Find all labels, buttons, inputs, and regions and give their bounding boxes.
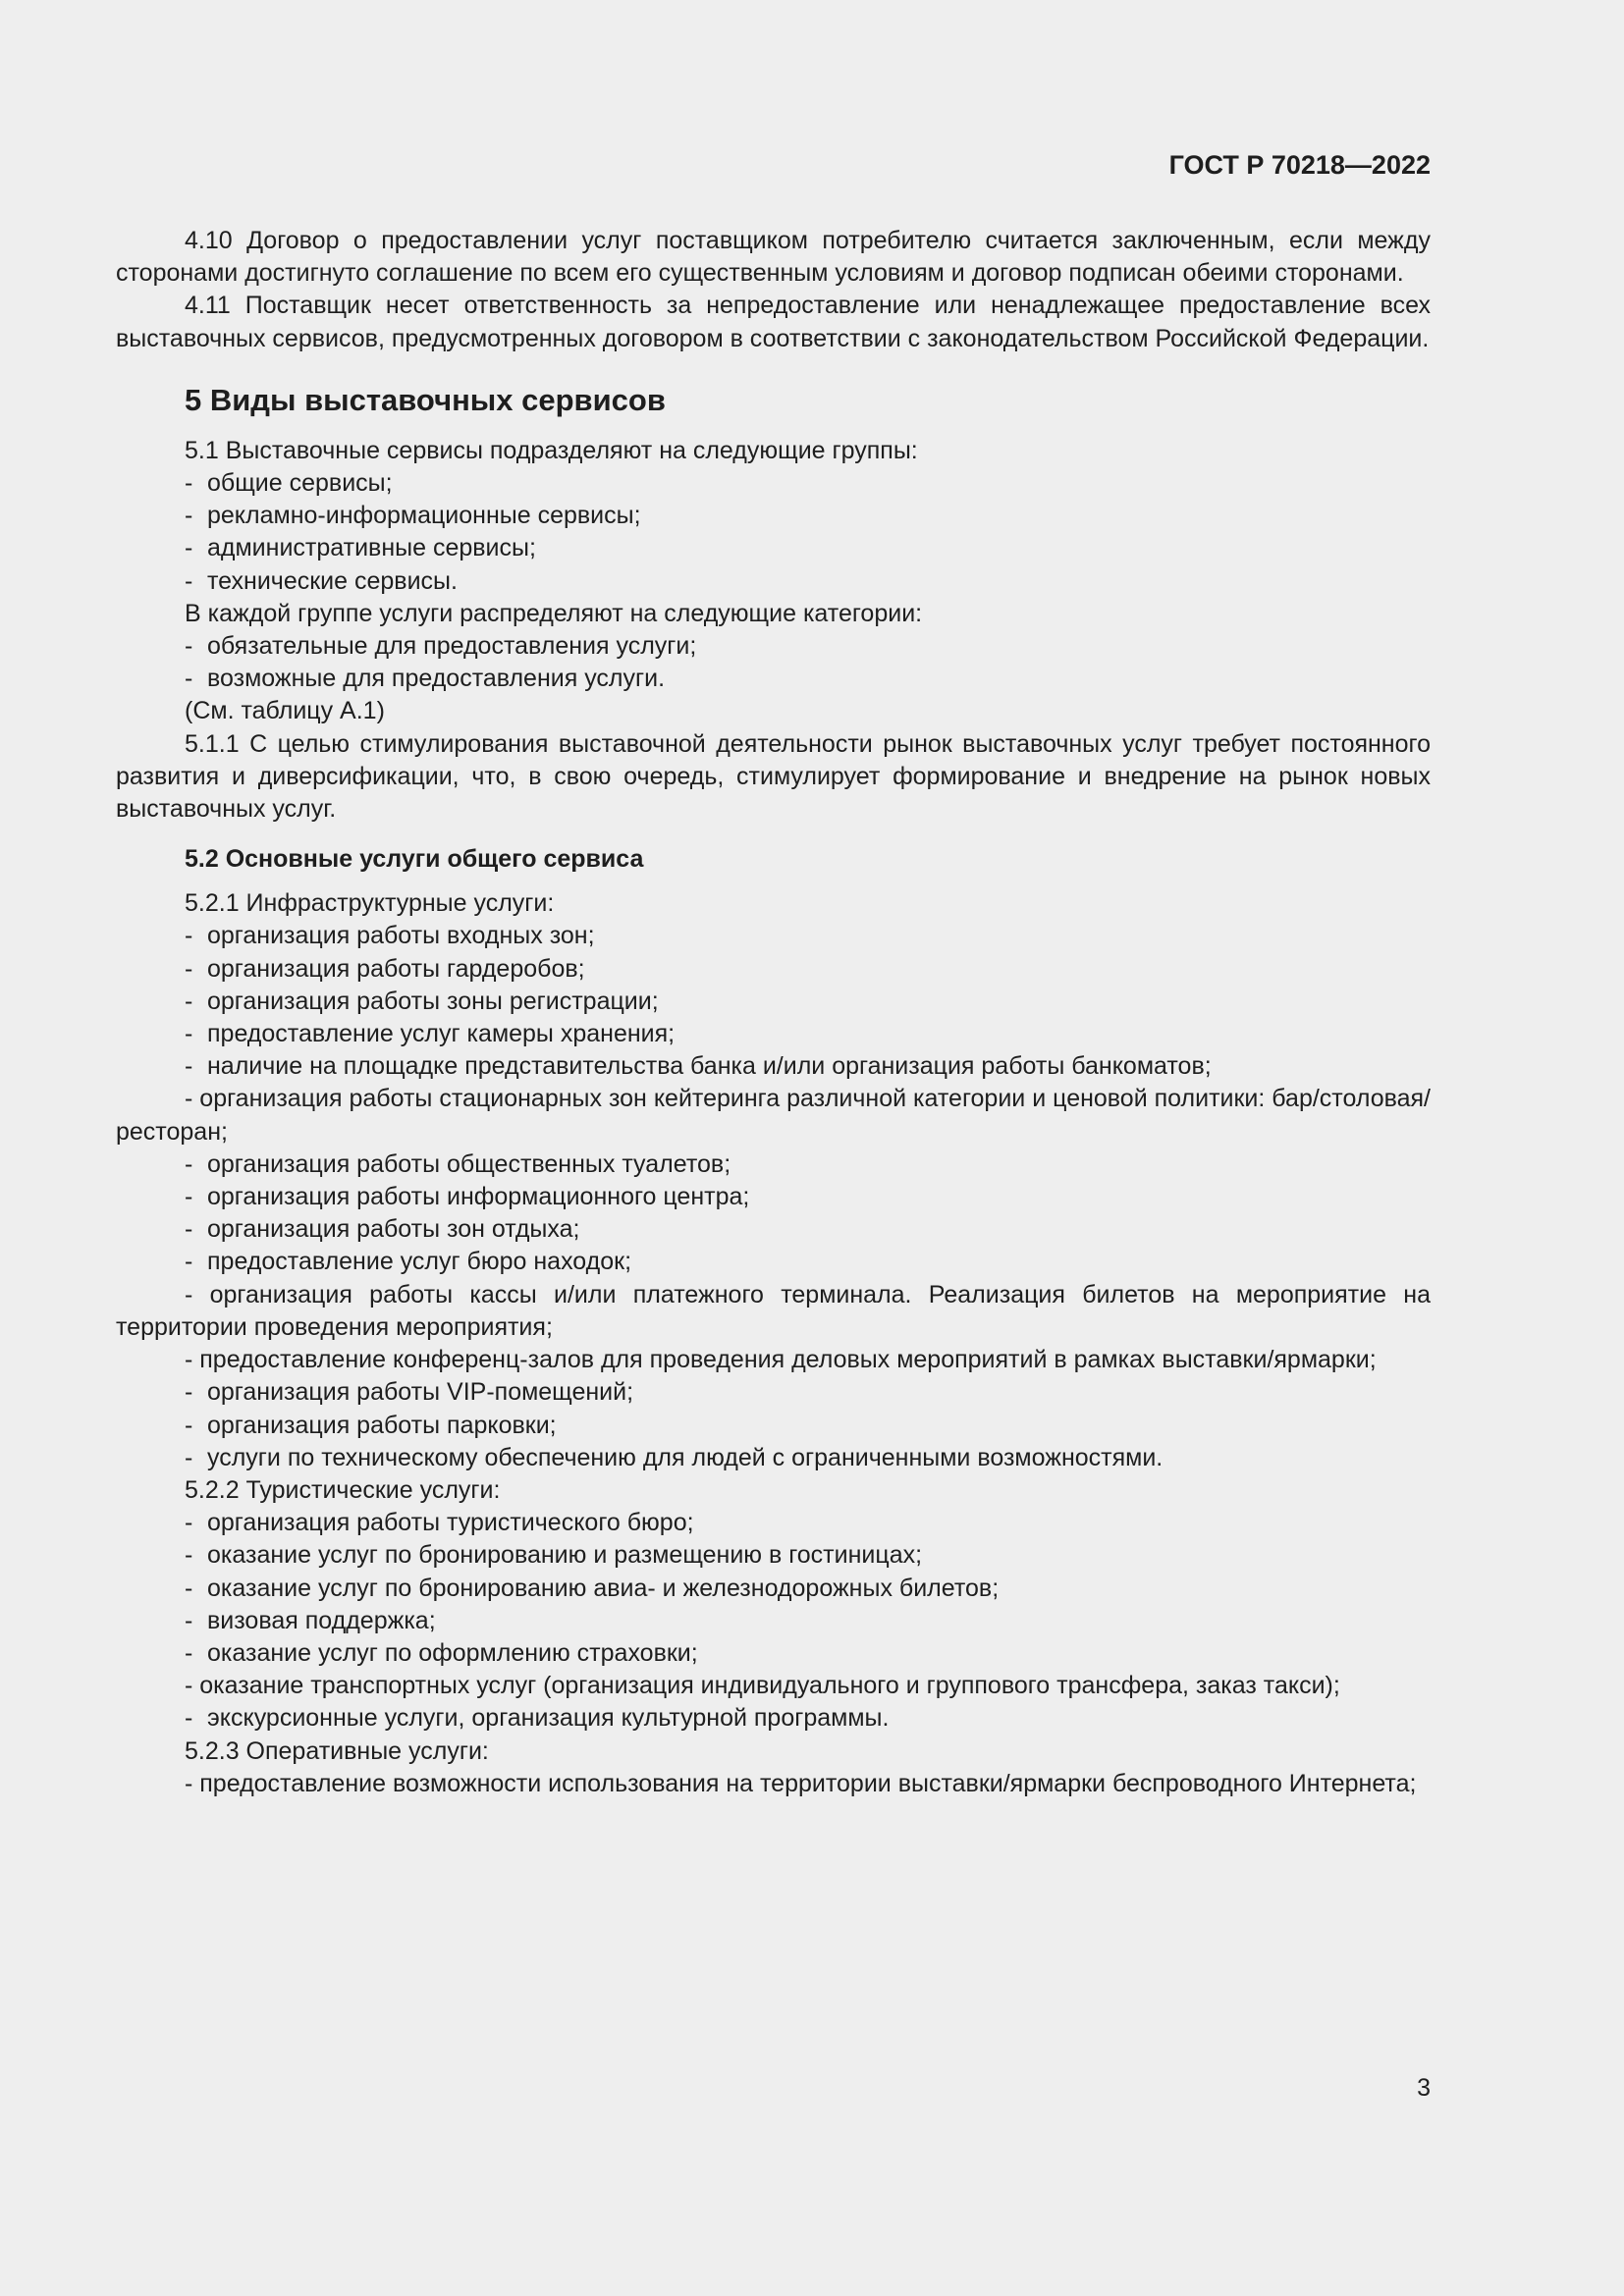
paragraph-5-2-1: 5.2.1 Инфраструктурные услуги: (185, 889, 555, 918)
list-item: - организация работы гардеробов; (185, 954, 585, 983)
paragraph-5-1: 5.1 Выставочные сервисы подразделяют на следующие группы: (185, 436, 918, 464)
list-item: - организация работы зон отдыха; (185, 1215, 580, 1244)
list-item: - организация работы парковки; (185, 1411, 557, 1439)
list-item: - оказание услуг по бронированию авиа- и железнодорожных билетов; (185, 1574, 1000, 1602)
list-item: - предоставление услуг камеры хранения; (185, 1020, 676, 1048)
paragraph-5-2-3: 5.2.3 Оперативные услуги: (185, 1736, 489, 1765)
list-item-wrapped: - организация работы кассы и/или платежного терминала. Реализация билетов на мероприятие на территории проведения мероприятия; (116, 1280, 1431, 1341)
table-reference: (См. таблицу А.1) (185, 697, 385, 725)
page-content (116, 225, 1431, 1800)
list-item-wrapped: - предоставление конференц-залов для проведения деловых мероприятий в рамках выставки/ярмарки; (185, 1346, 1377, 1374)
section-5-heading: 5 Виды выставочных сервисов (185, 382, 666, 417)
list-item-wrapped: - оказание транспортных услуг (организация индивидуального и группового трансфера, заказ такси); (185, 1672, 1340, 1700)
section-5-2-heading: 5.2 Основные услуги общего сервиса (185, 845, 644, 874)
paragraph-4-10: 4.10 Договор о предоставлении услуг поставщиком потребителю считается заключенным, если между сторонами достигнуто соглашение по всем его существенным условиям и договор подписан обеими сторонами. (116, 227, 1431, 288)
paragraph-5-1-1: 5.1.1 С целью стимулирования выставочной деятельности рынок выставочных услуг требует постоянного развития и диверсификации, что, в свою очередь, стимулирует формирование и внедрение на рынок новых выставочных услуг. (116, 729, 1431, 824)
list-item: - услуги по техническому обеспечению для людей с ограниченными возможностями. (185, 1443, 1164, 1471)
list-item-wrapped: - организация работы стационарных зон кейтеринга различной категории и ценовой политики: бар/столовая/ресторан; (116, 1085, 1431, 1146)
page-number: 3 (1417, 2074, 1431, 2102)
list-item: - экскурсионные услуги, организация культурной программы. (185, 1704, 890, 1733)
document-id-header: ГОСТ Р 70218—2022 (1168, 150, 1431, 180)
list-item: - рекламно-информационные сервисы; (185, 502, 641, 530)
list-item: - обязательные для предоставления услуги; (185, 632, 697, 661)
list-item: - организация работы VIP-помещений; (185, 1378, 634, 1407)
list-item: - наличие на площадке представительства банка и/или организация работы банкоматов; (185, 1052, 1212, 1081)
list-item: - оказание услуг по оформлению страховки; (185, 1638, 698, 1667)
paragraph-5-2-2: 5.2.2 Туристические услуги: (185, 1475, 501, 1504)
list-item: - визовая поддержка; (185, 1606, 436, 1634)
list-item: - общие сервисы; (185, 469, 393, 498)
paragraph-4-11: 4.11 Поставщик несет ответственность за непредоставление или ненадлежащее предоставление всех выставочных сервисов, предусмотренных договором в соответствии с законодательством Российской Федерации. (116, 292, 1431, 352)
categories-intro: В каждой группе услуги распределяют на следующие категории: (185, 599, 923, 627)
list-item: - административные сервисы; (185, 534, 536, 562)
list-item: - технические сервисы. (185, 566, 458, 595)
list-item: - возможные для предоставления услуги. (185, 665, 666, 693)
list-item: - организация работы информационного центра; (185, 1183, 750, 1211)
list-item: - организация работы общественных туалетов; (185, 1149, 731, 1178)
list-item: - организация работы входных зон; (185, 922, 595, 950)
list-item: - организация работы зоны регистрации; (185, 987, 659, 1015)
list-item: - предоставление услуг бюро находок; (185, 1248, 632, 1276)
list-item: - организация работы туристического бюро; (185, 1509, 694, 1537)
list-item: - оказание услуг по бронированию и размещению в гостиницах; (185, 1541, 923, 1570)
list-item-wrapped: - предоставление возможности использования на территории выставки/ярмарки беспроводного Интернета; (185, 1769, 1417, 1797)
